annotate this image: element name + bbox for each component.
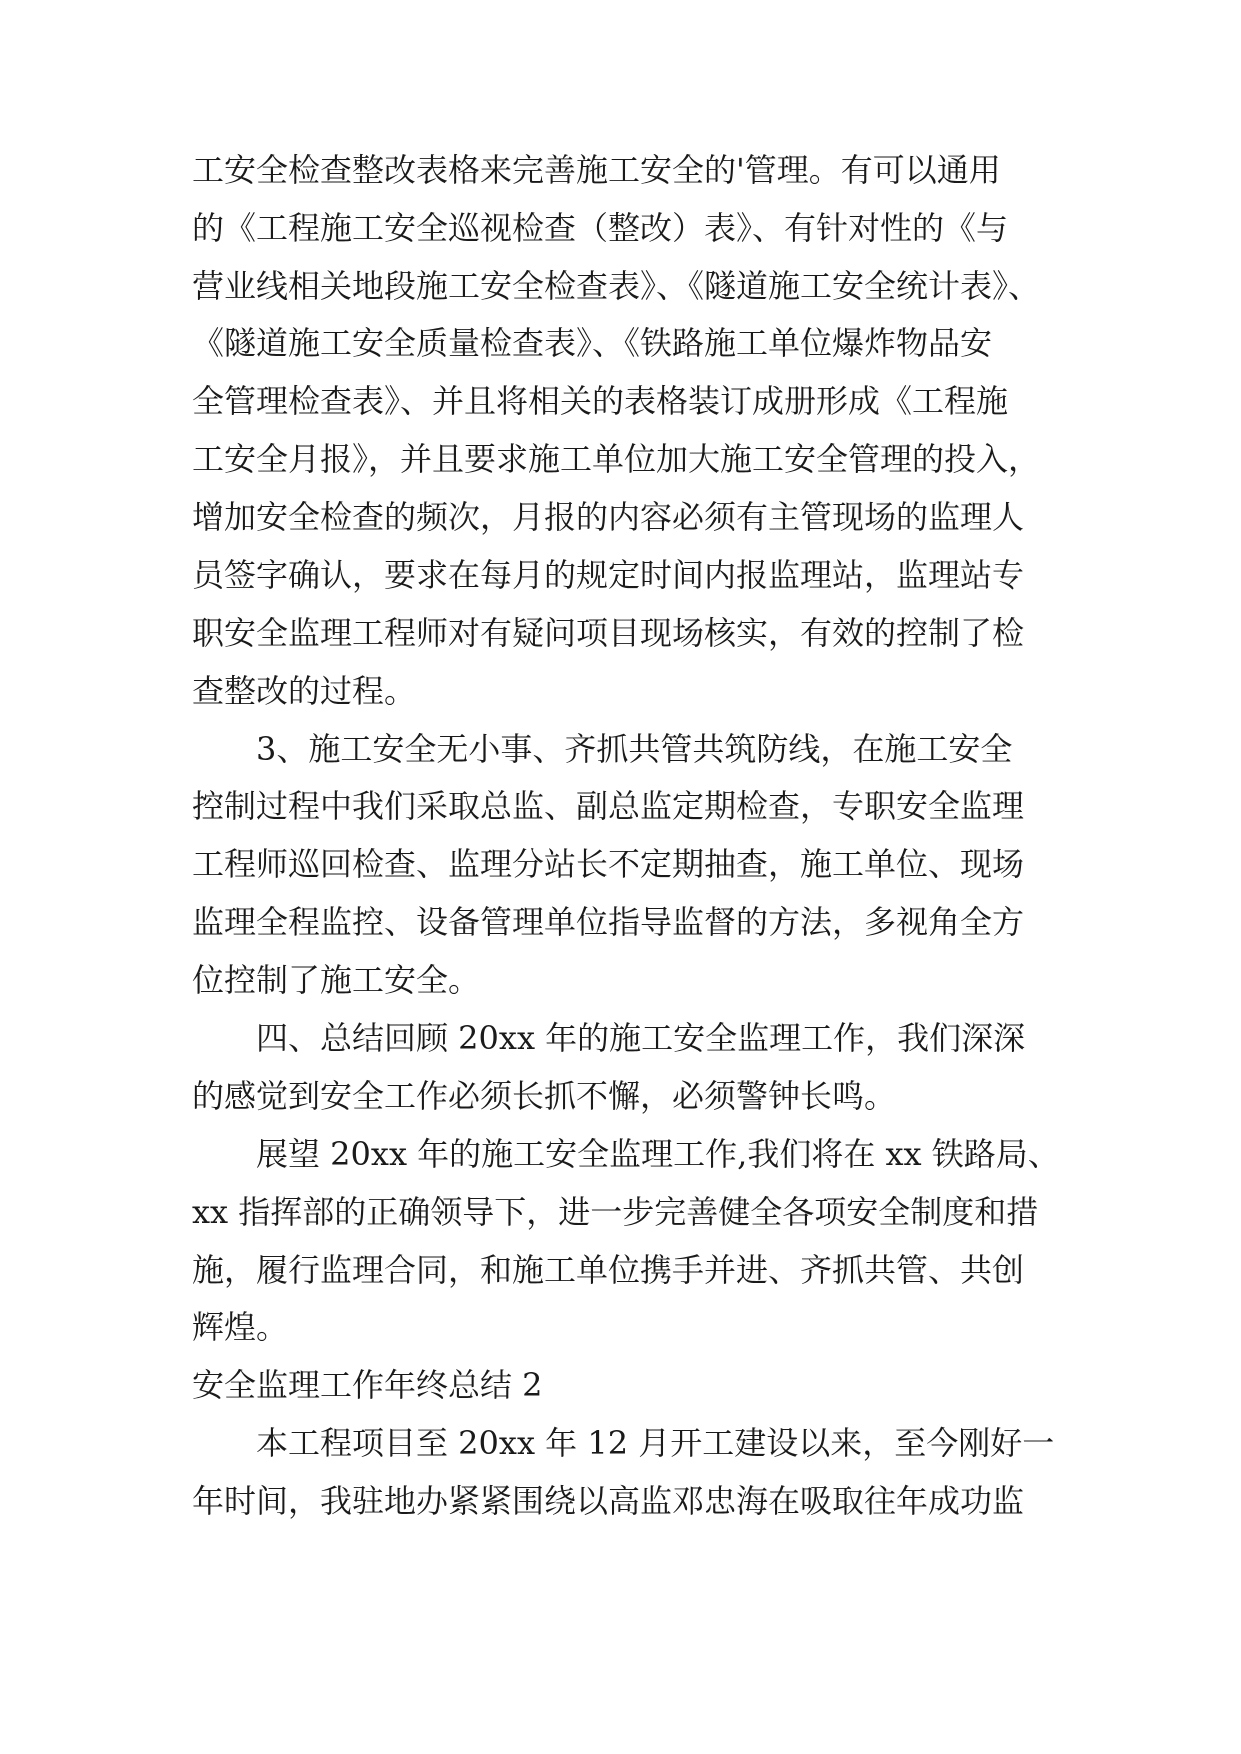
body-text-line: 施，履行监理合同，和施工单位携手并进、齐抓共管、共创: [192, 1251, 1025, 1289]
body-text-line: 全管理检查表》、并且将相关的表格装订成册形成《工程施: [192, 382, 1009, 420]
body-text-line: 员签字确认，要求在每月的规定时间内报监理站，监理站专: [192, 556, 1025, 594]
paragraph-first-line: 本工程项目至 20xx 年 12 月开工建设以来，至今刚好一: [256, 1424, 1055, 1462]
body-text-line: 年时间，我驻地办紧紧围绕以高监邓忠海在吸取往年成功监: [192, 1482, 1025, 1520]
body-text-line: 辉煌。: [192, 1308, 289, 1346]
body-text-line: 的《工程施工安全巡视检查（整改）表》、有针对性的《与: [192, 209, 1009, 247]
body-text-line: 位控制了施工安全。: [192, 961, 481, 999]
body-text-line: 《隧道施工安全质量检查表》、《铁路施工单位爆炸物品安: [192, 324, 993, 362]
body-text-line: 职安全监理工程师对有疑问项目现场核实，有效的控制了检: [192, 614, 1025, 652]
body-text-line: xx 指挥部的正确领导下，进一步完善健全各项安全制度和措: [192, 1193, 1039, 1231]
body-text-line: 监理全程监控、设备管理单位指导监督的方法，多视角全方: [192, 903, 1025, 941]
paragraph-first-line: 3、施工安全无小事、齐抓共管共筑防线，在施工安全: [256, 730, 1013, 768]
body-text-line: 工程师巡回检查、监理分站长不定期抽查，施工单位、现场: [192, 845, 1025, 883]
body-text-line: 工安全检查整改表格来完善施工安全的'管理。有可以通用: [192, 151, 1001, 189]
paragraph-first-line: 四、总结回顾 20xx 年的施工安全监理工作，我们深深: [256, 1019, 1026, 1057]
body-text-line: 控制过程中我们采取总监、副总监定期检查，专职安全监理: [192, 787, 1025, 825]
body-text-line: 的感觉到安全工作必须长抓不懈，必须警钟长鸣。: [192, 1077, 897, 1115]
body-text-line: 工安全月报》，并且要求施工单位加大施工安全管理的投入，: [192, 440, 1041, 478]
section-heading: 安全监理工作年终总结 2: [192, 1366, 543, 1404]
body-text-line: 查整改的过程。: [192, 672, 417, 710]
paragraph-first-line: 展望 20xx 年的施工安全监理工作,我们将在 xx 铁路局、: [256, 1135, 1060, 1173]
body-text-line: 营业线相关地段施工安全检查表》、《隧道施工安全统计表》、: [192, 267, 1041, 305]
body-text-line: 增加安全检查的频次，月报的内容必须有主管现场的监理人: [192, 498, 1025, 536]
